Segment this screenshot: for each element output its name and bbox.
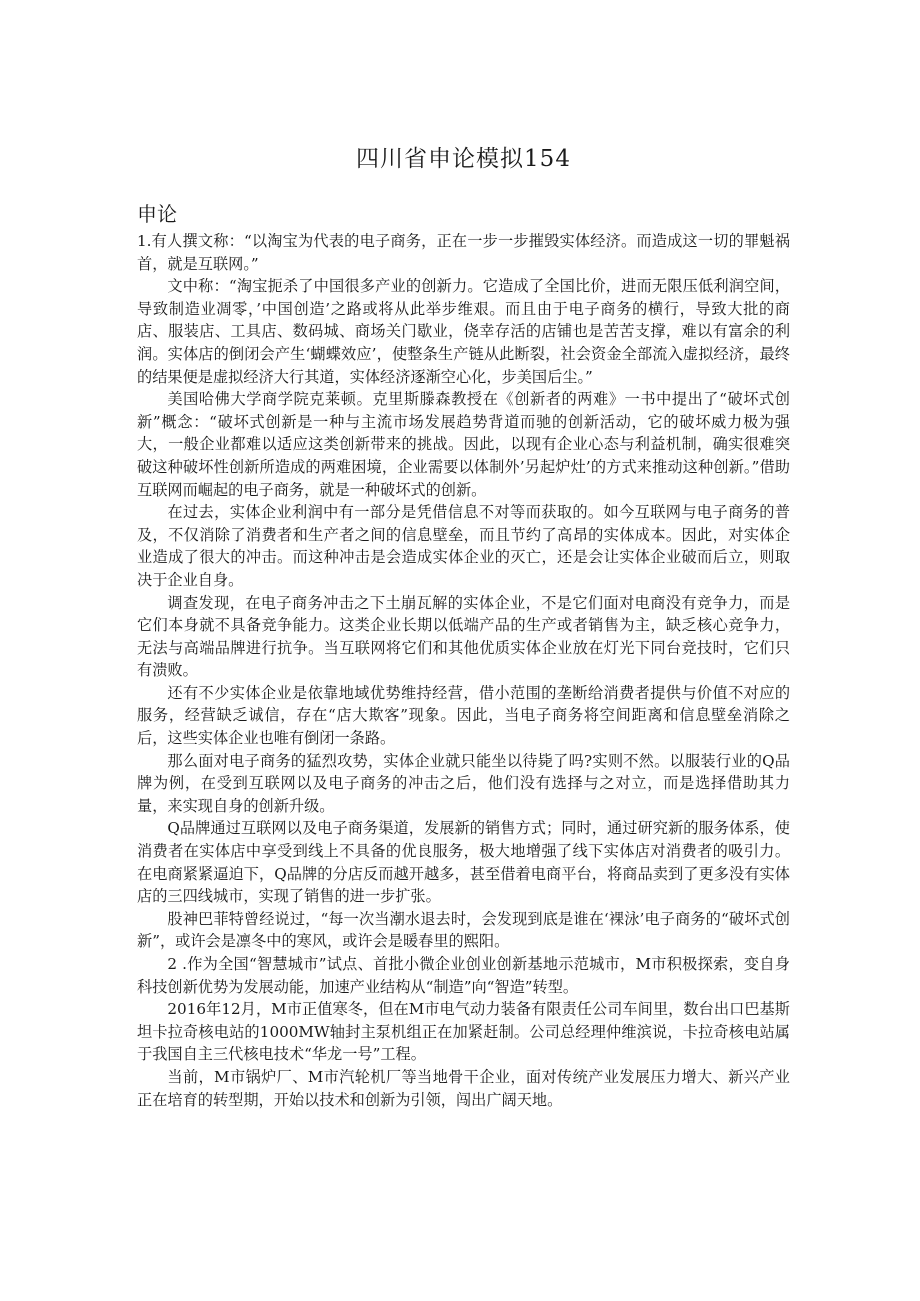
document-title: 四川省申论模拟154 xyxy=(356,146,571,172)
paragraph: 股神巴菲特曾经说过，“每一次当潮水退去时，会发现到底是谁在‘裸泳’电子商务的“破坏式创新”，或许会是凛冬中的寒风，或许会是暖春里的熙阳。 xyxy=(137,909,790,951)
paragraph: 在过去，实体企业利润中有一部分是凭借信息不对等而获取的。如今互联网与电子商务的普及，不仅消除了消费者和生产者之间的信息壁垒，而且节约了高昂的实体成本。因此，对实体企业造成了很大的冲击。而这种冲击是会造成实体企业的灭亡，还是会让实体企业破而后立，则取决于企业自身。 xyxy=(137,503,790,589)
document-body xyxy=(137,230,790,1111)
paragraph-question-1: 1.有人撰文称：“以淘宝为代表的电子商务，正在一步一步摧毁实体经济。而造成这一切的罪魁祸首，就是互联网。” xyxy=(137,232,790,273)
paragraph: 还有不少实体企业是依靠地域优势维持经营，借小范围的垄断给消费者提供与价值不对应的服务，经营缺乏诚信，存在“店大欺客”现象。因此，当电子商务将空间距离和信息壁垒消除之后，这些实体企业也唯有倒闭一条路。 xyxy=(137,683,790,748)
section-heading: 申论 xyxy=(137,202,177,226)
paragraph: 美国哈佛大学商学院克莱顿。克里斯滕森教授在《创新者的两难》一书中提出了“破坏式创新”概念：“破坏式创新是一种与主流市场发展趋势背道而驰的创新活动，它的破坏威力极为强大，一般企业都难以适应这类创新带来的挑战。因此，以现有企业心态与利益机制，确实很难突破这种破坏性创新所造成的两难困境，企业需要以体制外’另起炉灶’的方式来推动这种创新。”借助互联网而崛起的电子商务，就是一种破坏式的创新。 xyxy=(137,390,790,499)
paragraph: 调查发现，在电子商务冲击之下土崩瓦解的实体企业，不是它们面对电商没有竞争力，而是它们本身就不具备竞争能力。这类企业长期以低端产品的生产或者销售为主，缺乏核心竞争力，无法与高端品牌进行抗争。当互联网将它们和其他优质实体企业放在灯光下同台竞技时，它们只有溃败。 xyxy=(137,593,790,680)
paragraph: 当前，M市锅炉厂、M市汽轮机厂等当地骨干企业，面对传统产业发展压力增大、新兴产业正在培育的转型期，开始以技术和创新为引领，闯出广阔天地。 xyxy=(137,1067,790,1109)
paragraph: Q品牌通过互联网以及电子商务渠道，发展新的销售方式；同时，通过研究新的服务体系，使消费者在实体店中享受到线上不具备的优良服务，极大地增强了线下实体店对消费者的吸引力。在电商紧紧逼迫下，Q品牌的分店反而越开越多，甚至借着电商平台，将商品卖到了更多没有实体店的三四线城市，实现了销售的进一步扩张。 xyxy=(137,819,790,906)
paragraph: 2016年12月，M市正值寒冬，但在M市电气动力装备有限责任公司车间里，数台出口巴基斯坦卡拉奇核电站的1000MW轴封主泵机组正在加紧赶制。公司总经理仲维滨说，卡拉奇核电站属于我国自主三代核电技术“华龙一号”工程。 xyxy=(137,1000,790,1064)
paragraph: 那么面对电子商务的猛烈攻势，实体企业就只能坐以待毙了吗?实则不然。以服装行业的Q品牌为例，在受到互联网以及电子商务的冲击之后，他们没有选择与之对立，而是选择借助其力量，来实现自身的创新升级。 xyxy=(137,751,790,815)
paragraph: 文中称：“淘宝扼杀了中国很多产业的创新力。它造成了全国比价，进而无限压低利润空间，导致制造业凋零，’中国创造’之路或将从此举步维艰。而且由于电子商务的横行，导致大批的商店、服装店、工具店、数码城、商场关门歇业，侥幸存活的店铺也是苦苦支撑，难以有富余的利润。实体店的倒闭会产生‘蝴蝶效应’，使整条生产链从此断裂，社会资金全部流入虚拟经济，最终的结果便是虚拟经济大行其道，实体经济逐渐空心化，步美国后尘。” xyxy=(137,277,790,386)
paragraph-question-2: 2 .作为全国“智慧城市”试点、首批小微企业创业创新基地示范城市，M市积极探索，变自身科技创新优势为发展动能，加速产业结构从“制造”向“智造”转型。 xyxy=(137,955,790,996)
